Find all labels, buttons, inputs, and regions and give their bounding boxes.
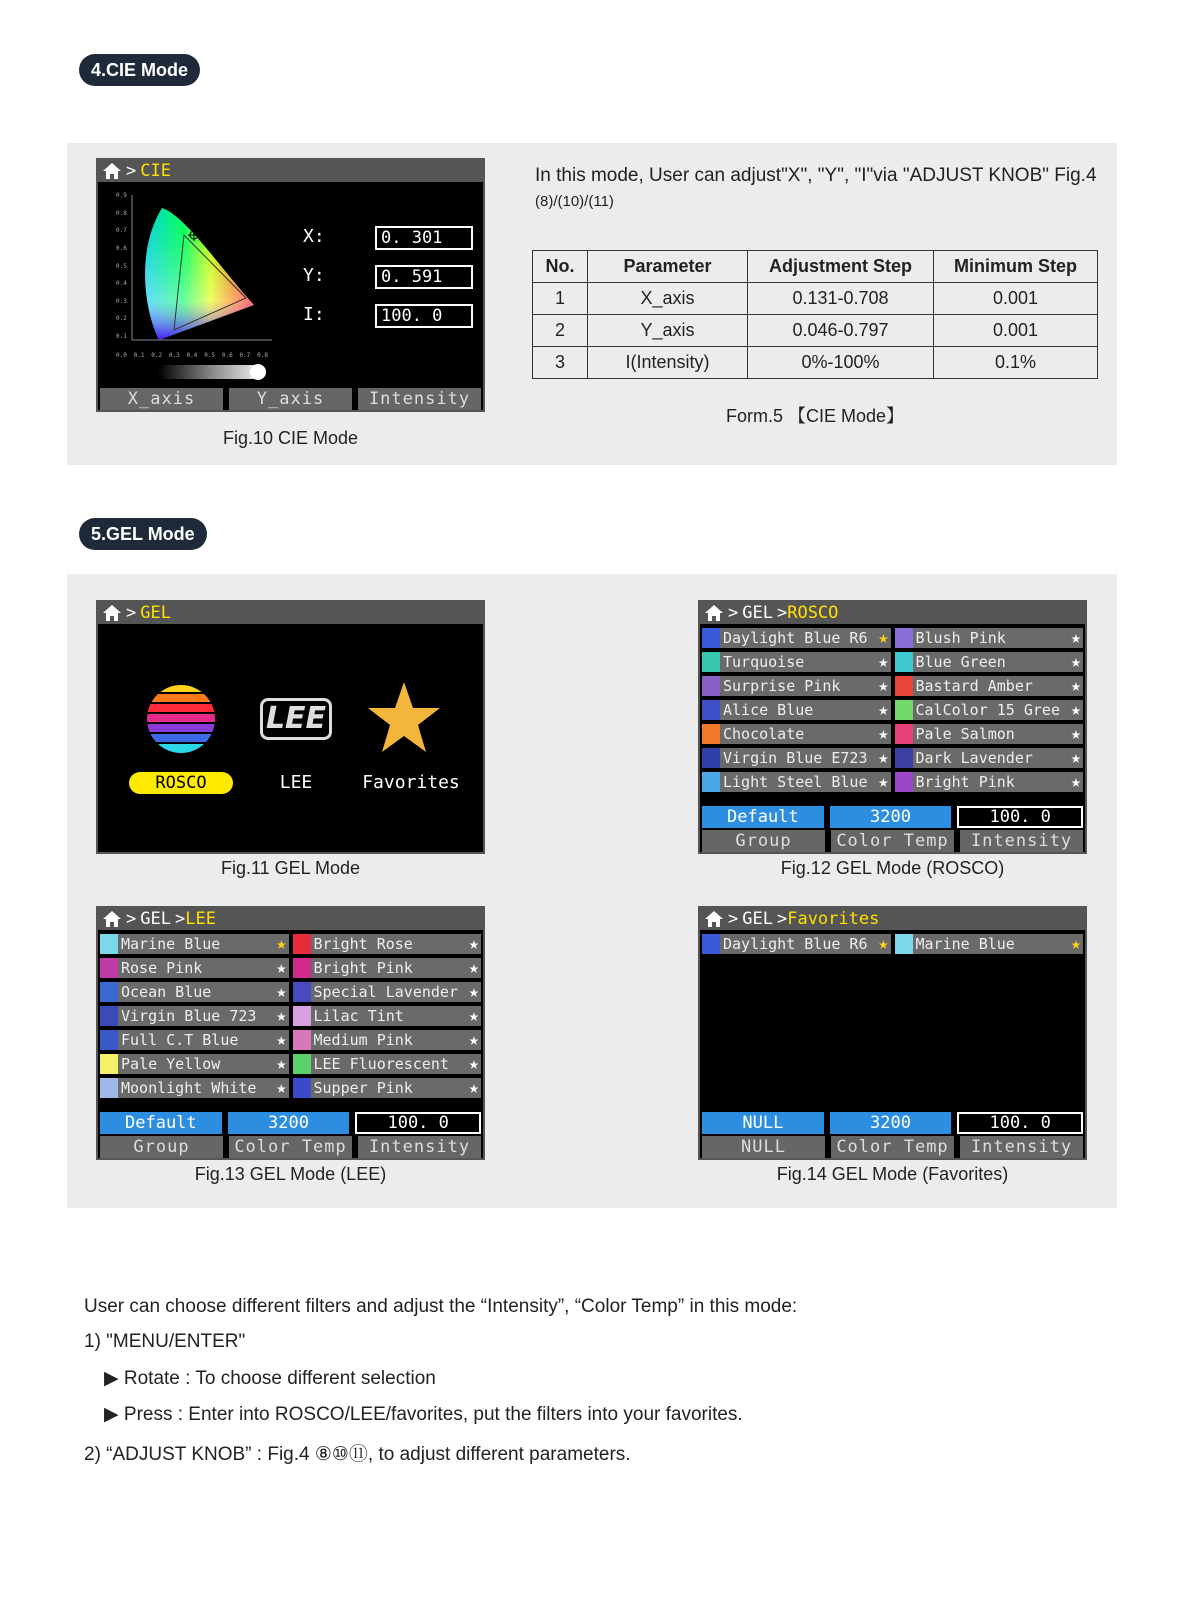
cell: 3	[533, 347, 588, 379]
cie-description: In this mode, User can adjust"X", "Y", "I"via "ADJUST KNOB" Fig.4	[535, 165, 1097, 186]
list-item[interactable]	[100, 958, 289, 978]
x-axis-ticks	[116, 352, 268, 359]
list-item[interactable]	[702, 934, 891, 954]
section-title-gel: 5.GEL Mode	[79, 518, 207, 550]
tab-group[interactable]: NULL	[702, 1136, 825, 1158]
filter-name: Bright Pink	[915, 773, 1015, 791]
intensity-slider[interactable]	[158, 365, 266, 379]
rosco-values	[700, 806, 1085, 828]
list-item[interactable]	[100, 1006, 289, 1026]
filter-name: Virgin Blue E723	[723, 749, 868, 767]
list-item[interactable]	[293, 958, 482, 978]
color-temp-value[interactable]: 3200	[830, 1112, 952, 1134]
tab-x-axis[interactable]: X_axis	[100, 388, 223, 410]
color-swatch	[895, 724, 913, 744]
gel-rosco-screen	[698, 600, 1087, 854]
x-label: X:	[303, 226, 325, 247]
mode-title: Favorites	[787, 909, 880, 929]
cie-form-table	[532, 250, 1098, 379]
intensity-value[interactable]: 100. 0	[957, 806, 1083, 828]
filter-name: Full C.T Blue	[121, 1031, 239, 1049]
fig11-caption: Fig.11 GEL Mode	[220, 858, 361, 878]
favorite-star-icon[interactable]: ★	[1070, 748, 1081, 768]
favorite-star-icon[interactable]: ★	[878, 934, 889, 954]
lee-filter-list	[100, 934, 481, 1098]
color-swatch	[895, 700, 913, 720]
tab-intensity[interactable]: Intensity	[960, 830, 1083, 852]
filter-name: Chocolate	[723, 725, 805, 743]
filter-name: Special Lavender	[313, 983, 458, 1001]
color-swatch	[895, 748, 913, 768]
list-item[interactable]	[293, 1030, 482, 1050]
list-item[interactable]	[702, 676, 891, 696]
mode-title: ROSCO	[787, 603, 839, 623]
breadcrumb-separator: >	[126, 603, 137, 623]
tab-color-temp[interactable]: Color Temp	[229, 1136, 352, 1158]
cell: X_axis	[588, 283, 748, 315]
cell: 0.1%	[934, 347, 1098, 379]
favorites-tabs	[700, 1136, 1085, 1158]
favorite-star-icon[interactable]: ★	[878, 772, 889, 792]
filter-name: Marine Blue	[121, 935, 221, 953]
favorite-star-icon[interactable]: ★	[1070, 724, 1081, 744]
list-item[interactable]	[702, 628, 891, 648]
fig12-caption: Fig.12 GEL Mode (ROSCO)	[780, 858, 1005, 878]
list-item[interactable]	[100, 1054, 289, 1074]
gel-status-bar	[98, 602, 483, 624]
list-item[interactable]	[895, 772, 1084, 792]
favorite-star-icon[interactable]: ★	[276, 1006, 287, 1026]
favorite-star-icon[interactable]: ★	[878, 652, 889, 672]
color-swatch	[702, 748, 720, 768]
breadcrumb-separator: >	[126, 909, 137, 929]
favorite-star-icon[interactable]: ★	[468, 1054, 479, 1074]
x-tick: 0.8	[257, 352, 268, 359]
list-item[interactable]	[895, 628, 1084, 648]
color-swatch	[100, 1078, 118, 1098]
cell: 2	[533, 315, 588, 347]
color-swatch	[702, 934, 720, 954]
favorite-star-icon[interactable]: ★	[1070, 772, 1081, 792]
instructions-intro: User can choose different filters and adjust the “Intensity”, “Color Temp” in this mode:	[84, 1296, 798, 1317]
filter-name: Alice Blue	[723, 701, 814, 719]
cell: Y_axis	[588, 315, 748, 347]
favorite-star-icon[interactable]: ★	[276, 1054, 287, 1074]
rosco-filter-list	[702, 628, 1083, 792]
favorite-star-icon[interactable]: ★	[1070, 652, 1081, 672]
x-tick: 0.5	[204, 352, 216, 359]
cie-description-ref: (8)/(10)/(11)	[535, 193, 614, 210]
filter-name: Virgin Blue 723	[121, 1007, 257, 1025]
cell: I(Intensity)	[588, 347, 748, 379]
star-icon[interactable]	[366, 680, 442, 754]
list-item[interactable]	[702, 772, 891, 792]
list-item[interactable]	[895, 748, 1084, 768]
filter-name: Rose Pink	[121, 959, 203, 977]
table-row	[533, 283, 1098, 315]
instructions-rotate: ▶ Rotate : To choose different selection	[104, 1368, 436, 1389]
cie-panel	[67, 143, 1117, 465]
form5-caption: Form.5 【CIE Mode】	[725, 406, 905, 426]
filter-name: Moonlight White	[121, 1079, 257, 1097]
list-item[interactable]	[293, 1054, 482, 1074]
favorite-star-icon[interactable]: ★	[468, 1006, 479, 1026]
cell: 0.001	[934, 315, 1098, 347]
color-swatch	[293, 1030, 311, 1050]
favorite-star-icon[interactable]: ★	[468, 934, 479, 954]
fig10-caption: Fig.10 CIE Mode	[222, 428, 359, 448]
favorite-star-icon[interactable]: ★	[878, 628, 889, 648]
x-value-field[interactable]: 0. 301	[375, 226, 473, 250]
tab-intensity[interactable]: Intensity	[358, 1136, 481, 1158]
favorite-star-icon[interactable]: ★	[276, 958, 287, 978]
color-swatch	[293, 982, 311, 1002]
color-swatch	[293, 958, 311, 978]
x-tick: 0.0	[116, 352, 127, 359]
home-icon[interactable]	[704, 910, 724, 928]
list-item[interactable]	[293, 934, 482, 954]
home-icon[interactable]	[102, 604, 122, 622]
group-value[interactable]: Default	[702, 806, 824, 828]
list-item[interactable]	[100, 982, 289, 1002]
color-swatch	[702, 724, 720, 744]
filter-name: Dark Lavender	[915, 749, 1033, 767]
cell: 0.001	[934, 283, 1098, 315]
y-tick: 0.7	[116, 227, 127, 235]
filter-name: Bright Rose	[313, 935, 413, 953]
cell: 0.046-0.797	[748, 315, 934, 347]
i-value-field[interactable]: 100. 0	[375, 304, 473, 328]
home-icon[interactable]	[102, 910, 122, 928]
favorites-filter-list	[702, 934, 1083, 954]
lee-status-bar	[98, 908, 483, 930]
filter-name: Medium Pink	[313, 1031, 413, 1049]
i-label: I:	[303, 304, 325, 325]
cie-tabs	[98, 388, 483, 410]
tab-group[interactable]: Group	[702, 830, 825, 852]
mode-title: CIE	[140, 161, 171, 181]
x-tick: 0.2	[151, 352, 163, 359]
tab-color-temp[interactable]: Color Temp	[831, 1136, 954, 1158]
tab-intensity[interactable]: Intensity	[960, 1136, 1083, 1158]
favorite-star-icon[interactable]: ★	[1070, 676, 1081, 696]
rosco-tabs	[700, 830, 1085, 852]
favorite-star-icon[interactable]: ★	[276, 982, 287, 1002]
color-swatch	[100, 958, 118, 978]
filter-name: Daylight Blue R6	[723, 629, 868, 647]
favorite-star-icon[interactable]: ★	[468, 958, 479, 978]
table-row	[533, 347, 1098, 379]
cell: 0%-100%	[748, 347, 934, 379]
filter-name: Pale Yellow	[121, 1055, 221, 1073]
color-swatch	[895, 676, 913, 696]
cell: 0.131-0.708	[748, 283, 934, 315]
list-item[interactable]	[702, 748, 891, 768]
breadcrumb-separator: >	[126, 161, 137, 181]
breadcrumb-gel[interactable]: GEL	[140, 909, 171, 929]
group-value[interactable]: NULL	[702, 1112, 824, 1134]
list-item[interactable]	[293, 982, 482, 1002]
mode-title: LEE	[185, 909, 216, 929]
color-temp-value[interactable]: 3200	[830, 806, 952, 828]
x-tick: 0.6	[221, 352, 233, 359]
table-row	[533, 315, 1098, 347]
color-swatch	[293, 934, 311, 954]
y-tick: 0.1	[116, 333, 127, 340]
tab-group[interactable]: Group	[100, 1136, 223, 1158]
favorites-values	[700, 1112, 1085, 1134]
group-value[interactable]: Default	[100, 1112, 222, 1134]
y-tick: 0.3	[116, 297, 127, 305]
color-swatch	[100, 1030, 118, 1050]
breadcrumb-gel[interactable]: GEL	[742, 909, 773, 929]
favorite-star-icon[interactable]: ★	[468, 1030, 479, 1050]
color-swatch	[293, 1006, 311, 1026]
lee-logo-icon[interactable]: LEE	[260, 698, 332, 740]
favorite-star-icon[interactable]: ★	[1070, 700, 1081, 720]
header-minimum-step: Minimum Step	[934, 251, 1098, 283]
favorite-star-icon[interactable]: ★	[878, 748, 889, 768]
list-item[interactable]	[100, 1078, 289, 1098]
cie-status-bar	[98, 160, 483, 182]
slider-handle[interactable]	[250, 364, 266, 380]
filter-name: Daylight Blue R6	[723, 935, 868, 953]
y-value-field[interactable]: 0. 591	[375, 265, 473, 289]
filter-name: Blush Pink	[915, 629, 1006, 647]
filter-name: Turquoise	[723, 653, 805, 671]
rosco-stripes-icon[interactable]	[146, 684, 216, 754]
color-swatch	[100, 1054, 118, 1074]
cie-screen	[96, 158, 485, 412]
color-swatch	[100, 982, 118, 1002]
table-header-row	[533, 251, 1098, 283]
favorites-label[interactable]: Favorites	[362, 772, 460, 793]
favorite-star-icon[interactable]: ★	[276, 934, 287, 954]
color-swatch	[702, 700, 720, 720]
filter-name: Bright Pink	[313, 959, 413, 977]
lee-tabs	[98, 1136, 483, 1158]
home-icon[interactable]	[102, 162, 122, 180]
x-tick: 0.7	[239, 352, 251, 359]
lee-label[interactable]: LEE	[279, 772, 313, 793]
y-label: Y:	[303, 265, 325, 286]
list-item[interactable]	[702, 724, 891, 744]
instructions-step2: 2) “ADJUST KNOB” : Fig.4 ⑧⑩⑪, to adjust different parameters.	[84, 1444, 631, 1465]
filter-name: Blue Green	[915, 653, 1006, 671]
list-item[interactable]	[895, 700, 1084, 720]
color-swatch	[895, 934, 913, 954]
color-swatch	[702, 772, 720, 792]
favorites-status-bar	[700, 908, 1085, 930]
x-tick: 0.1	[133, 352, 145, 359]
list-item[interactable]	[895, 724, 1084, 744]
color-swatch	[702, 652, 720, 672]
mode-title: GEL	[140, 603, 171, 623]
x-tick: 0.4	[186, 352, 198, 359]
y-tick: 0.4	[116, 280, 127, 288]
x-tick: 0.3	[168, 352, 180, 359]
y-axis-ticks	[116, 192, 130, 340]
section-title-cie: 4.CIE Mode	[79, 54, 200, 86]
fig13-caption: Fig.13 GEL Mode (LEE)	[194, 1164, 387, 1184]
filter-name: LEE Fluorescent	[313, 1055, 449, 1073]
y-tick: 0.8	[116, 209, 127, 217]
gel-main-screen	[96, 600, 485, 854]
color-swatch	[293, 1054, 311, 1074]
favorite-star-icon[interactable]: ★	[1070, 934, 1081, 954]
filter-name: Lilac Tint	[313, 1007, 404, 1025]
color-swatch	[293, 1078, 311, 1098]
cell: 1	[533, 283, 588, 315]
color-swatch	[895, 772, 913, 792]
filter-name: Pale Salmon	[915, 725, 1015, 743]
favorite-star-icon[interactable]: ★	[276, 1078, 287, 1098]
filter-name: CalColor 15 Gree	[915, 701, 1060, 719]
favorite-star-icon[interactable]: ★	[878, 676, 889, 696]
lee-values	[98, 1112, 483, 1134]
gel-lee-screen	[96, 906, 485, 1160]
list-item[interactable]	[293, 1078, 482, 1098]
tab-color-temp[interactable]: Color Temp	[831, 830, 954, 852]
y-tick: 0.9	[116, 192, 127, 199]
filter-name: Supper Pink	[313, 1079, 413, 1097]
breadcrumb-separator: >	[776, 603, 788, 623]
y-tick: 0.5	[116, 262, 127, 270]
list-item[interactable]	[100, 1030, 289, 1050]
rosco-status-bar	[700, 602, 1085, 624]
gel-panel	[67, 574, 1117, 1208]
color-swatch	[895, 628, 913, 648]
instructions-step1: 1) "MENU/ENTER"	[84, 1331, 246, 1352]
filter-name: Ocean Blue	[121, 983, 212, 1001]
favorite-star-icon[interactable]: ★	[1070, 628, 1081, 648]
favorite-star-icon[interactable]: ★	[878, 700, 889, 720]
list-item[interactable]	[895, 652, 1084, 672]
favorite-star-icon[interactable]: ★	[468, 1078, 479, 1098]
intensity-value[interactable]: 100. 0	[957, 1112, 1083, 1134]
favorite-star-icon[interactable]: ★	[468, 982, 479, 1002]
color-swatch	[895, 652, 913, 672]
y-tick: 0.2	[116, 315, 127, 323]
favorite-star-icon[interactable]: ★	[276, 1030, 287, 1050]
list-item[interactable]	[293, 1006, 482, 1026]
color-swatch	[100, 1006, 118, 1026]
color-swatch	[702, 628, 720, 648]
filter-name: Surprise Pink	[723, 677, 841, 695]
list-item[interactable]	[895, 676, 1084, 696]
header-adjustment-step: Adjustment Step	[748, 251, 934, 283]
tab-y-axis[interactable]: Y_axis	[229, 388, 352, 410]
breadcrumb-separator: >	[776, 909, 788, 929]
list-item[interactable]	[702, 652, 891, 672]
breadcrumb-separator: >	[728, 603, 739, 623]
favorite-star-icon[interactable]: ★	[878, 724, 889, 744]
rosco-label[interactable]: ROSCO	[129, 772, 233, 794]
color-swatch	[100, 934, 118, 954]
breadcrumb-separator: >	[728, 909, 739, 929]
list-item[interactable]	[100, 934, 289, 954]
cie-chromaticity-diagram[interactable]	[114, 190, 274, 360]
intensity-value[interactable]: 100. 0	[355, 1112, 481, 1134]
instructions-press: ▶ Press : Enter into ROSCO/LEE/favorites, put the filters into your favorites.	[104, 1404, 743, 1425]
header-no: No.	[533, 251, 588, 283]
header-parameter: Parameter	[588, 251, 748, 283]
list-item[interactable]	[702, 700, 891, 720]
y-tick: 0.6	[116, 244, 127, 252]
color-temp-value[interactable]: 3200	[228, 1112, 350, 1134]
color-swatch	[702, 676, 720, 696]
home-icon[interactable]	[704, 604, 724, 622]
list-item[interactable]	[895, 934, 1084, 954]
breadcrumb-gel[interactable]: GEL	[742, 603, 773, 623]
filter-name: Bastard Amber	[915, 677, 1033, 695]
tab-intensity[interactable]: Intensity	[358, 388, 481, 410]
fig14-caption: Fig.14 GEL Mode (Favorites)	[776, 1164, 1009, 1184]
gel-favorites-screen	[698, 906, 1087, 1160]
breadcrumb-separator: >	[174, 909, 186, 929]
filter-name: Light Steel Blue	[723, 773, 868, 791]
filter-name: Marine Blue	[915, 935, 1015, 953]
